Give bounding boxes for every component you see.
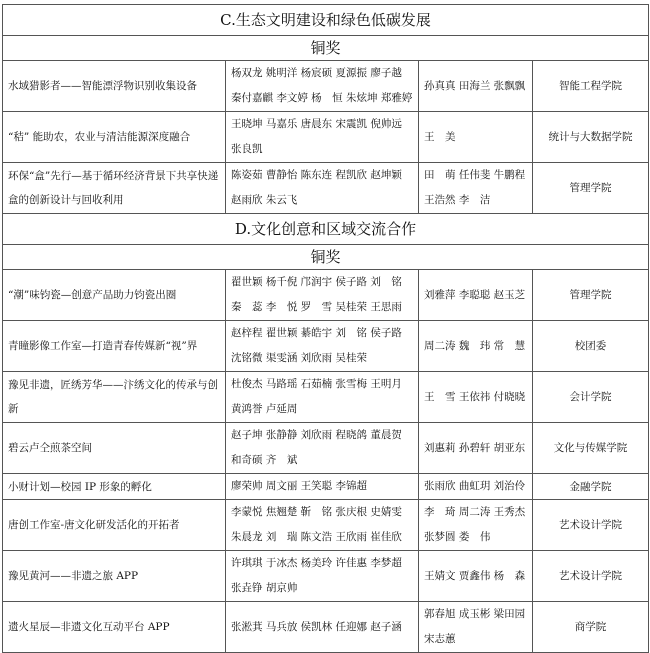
- team-members: [226, 321, 419, 372]
- name-line: 翟世颖 杨千倪 邝润宇 侯子路 刘 铭: [231, 276, 402, 288]
- name-line: 廖荣帅 周文丽 王笑聪 李锦超: [231, 480, 368, 492]
- college: 艺术设计学院: [533, 551, 649, 602]
- table-row: [3, 372, 649, 423]
- college: 校团委: [533, 321, 649, 372]
- name-line: 张垚铮 胡京帅: [231, 582, 298, 594]
- name-line: 朱晨龙 刘 瑞 陈文浩 王欣雨 崔佳欣: [231, 531, 402, 543]
- advisors: [419, 270, 533, 321]
- section-title: C.生态文明建设和绿色低碳发展: [3, 5, 649, 36]
- advisors: [419, 163, 533, 214]
- name-line: 张梦圆 娄 伟: [424, 531, 491, 543]
- college: 管理学院: [533, 163, 649, 214]
- project-name: 青瞳影像工作室—打造青春传媒新“视”界: [3, 321, 226, 372]
- college: 智能工程学院: [533, 61, 649, 112]
- advisors: [419, 61, 533, 112]
- advisors: [419, 321, 533, 372]
- project-name: 豫见非遗，匠绣芳华——汴绣文化的传承与创新: [3, 372, 226, 423]
- section-title: D.文化创意和区域交流合作: [3, 214, 649, 245]
- advisors: [419, 602, 533, 653]
- name-line: 赵子坤 张静静 刘欣雨 程晓鸽 董晨贺: [231, 429, 402, 441]
- section-header-row: [3, 214, 649, 245]
- name-line: 杨双龙 姚明洋 杨宸硕 夏源振 廖子越: [231, 67, 402, 79]
- table-row: [3, 602, 649, 653]
- project-name: 碧云卢仝煎茶空间: [3, 423, 226, 474]
- project-name: “潮”味钧瓷—创意产品助力钧瓷出圈: [3, 270, 226, 321]
- college: 统计与大数据学院: [533, 112, 649, 163]
- name-line: 许琪琪 于冰杰 杨美玲 许佳惠 李梦超: [231, 557, 402, 569]
- college: 管理学院: [533, 270, 649, 321]
- name-line: 沈铭微 渠雯涵 刘欣雨 吴桂荣: [231, 352, 368, 364]
- table-row: [3, 500, 649, 551]
- college: 文化与传媒学院: [533, 423, 649, 474]
- section-header-row: [3, 5, 649, 36]
- team-members: [226, 551, 419, 602]
- name-line: 刘雅萍 李聪聪 赵玉芝: [424, 288, 526, 301]
- award-level-row: [3, 36, 649, 61]
- project-name: 环保“盒”先行—基于循环经济背景下共享快递盒的创新设计与回收利用: [3, 163, 226, 214]
- college: 金融学院: [533, 474, 649, 500]
- name-line: 王晓坤 马嘉乐 唐晨东 宋震凯 倪帅远: [231, 118, 402, 130]
- name-line: 李 琦 周二涛 王秀杰: [424, 506, 526, 518]
- name-line: 郭春旭 成玉彬 梁田园: [424, 608, 526, 620]
- team-members: [226, 423, 419, 474]
- name-line: 杜俊杰 马路瑶 石茹楠 张雪梅 王明月: [231, 378, 402, 390]
- project-name: 水域猎影者——智能漂浮物识别收集设备: [3, 61, 226, 112]
- table-row: [3, 551, 649, 602]
- advisors: [419, 372, 533, 423]
- project-name: 唐创工作室-唐文化研发活化的开拓者: [3, 500, 226, 551]
- name-line: 赵雨欣 朱云飞: [231, 194, 298, 206]
- name-line: 王 美: [424, 130, 456, 143]
- project-name: 遗火星辰—非遗文化互动平台 APP: [3, 602, 226, 653]
- award-level: 铜奖: [3, 245, 649, 270]
- table-row: [3, 163, 649, 214]
- name-line: 宋志蕙: [424, 633, 456, 645]
- team-members: [226, 372, 419, 423]
- team-members: [226, 112, 419, 163]
- project-name: 豫见黄河——非遗之旅 APP: [3, 551, 226, 602]
- name-line: 孙真真 田海兰 张飘飘: [424, 79, 526, 92]
- name-line: 刘惠莉 孙碧轩 胡亚东: [424, 441, 526, 454]
- name-line: 周二涛 魏 玮 常 慧: [424, 339, 526, 352]
- name-line: 黄鸿誉 卢延周: [231, 403, 298, 415]
- team-members: [226, 602, 419, 653]
- team-members: [226, 163, 419, 214]
- table-row: [3, 474, 649, 500]
- name-line: 张淞萁 马兵放 侯凯林 任迎娜 赵子涵: [231, 620, 402, 633]
- table-row: [3, 112, 649, 163]
- advisors: [419, 474, 533, 500]
- award-level-row: [3, 245, 649, 270]
- table-row: [3, 61, 649, 112]
- name-line: 王浩然 李 洁: [424, 194, 491, 206]
- table-row: [3, 270, 649, 321]
- name-line: 陈姿茹 曹静怡 陈东连 程凯欣 赵坤颖: [231, 169, 402, 181]
- advisors: [419, 551, 533, 602]
- team-members: [226, 474, 419, 500]
- award-level: 铜奖: [3, 36, 649, 61]
- awards-table: [2, 4, 649, 653]
- advisors: [419, 423, 533, 474]
- name-line: 田 萌 任伟斐 牛鹏程: [424, 169, 526, 181]
- name-line: 张雨欣 曲虹玥 刘治伶: [424, 480, 526, 492]
- college: 艺术设计学院: [533, 500, 649, 551]
- name-line: 李蒙悦 焦翘楚 靳 铭 张庆根 史婧雯: [231, 506, 402, 518]
- college: 商学院: [533, 602, 649, 653]
- name-line: 王 雪 王依祎 付晓晓: [424, 390, 526, 403]
- name-line: 和奇硕 齐 斌: [231, 454, 298, 466]
- team-members: [226, 500, 419, 551]
- advisors: [419, 500, 533, 551]
- name-line: 王婧文 贾鑫伟 杨 森: [424, 569, 526, 582]
- table-row: [3, 423, 649, 474]
- name-line: 秦 蕊 李 悦 罗 雪 吴桂荣 王思雨: [231, 301, 402, 313]
- name-line: 赵梓程 翟世颖 綦皓宇 刘 铭 侯子路: [231, 327, 402, 339]
- team-members: [226, 270, 419, 321]
- name-line: 张良凯: [231, 143, 263, 155]
- project-name: “秸” 能助农，农业与清洁能源深度融合: [3, 112, 226, 163]
- name-line: 秦付嘉麒 李文婷 杨 恒 朱炫坤 郑雅婷: [231, 92, 413, 104]
- team-members: [226, 61, 419, 112]
- college: 会计学院: [533, 372, 649, 423]
- project-name: 小财计划—校园 IP 形象的孵化: [3, 474, 226, 500]
- table-row: [3, 321, 649, 372]
- advisors: [419, 112, 533, 163]
